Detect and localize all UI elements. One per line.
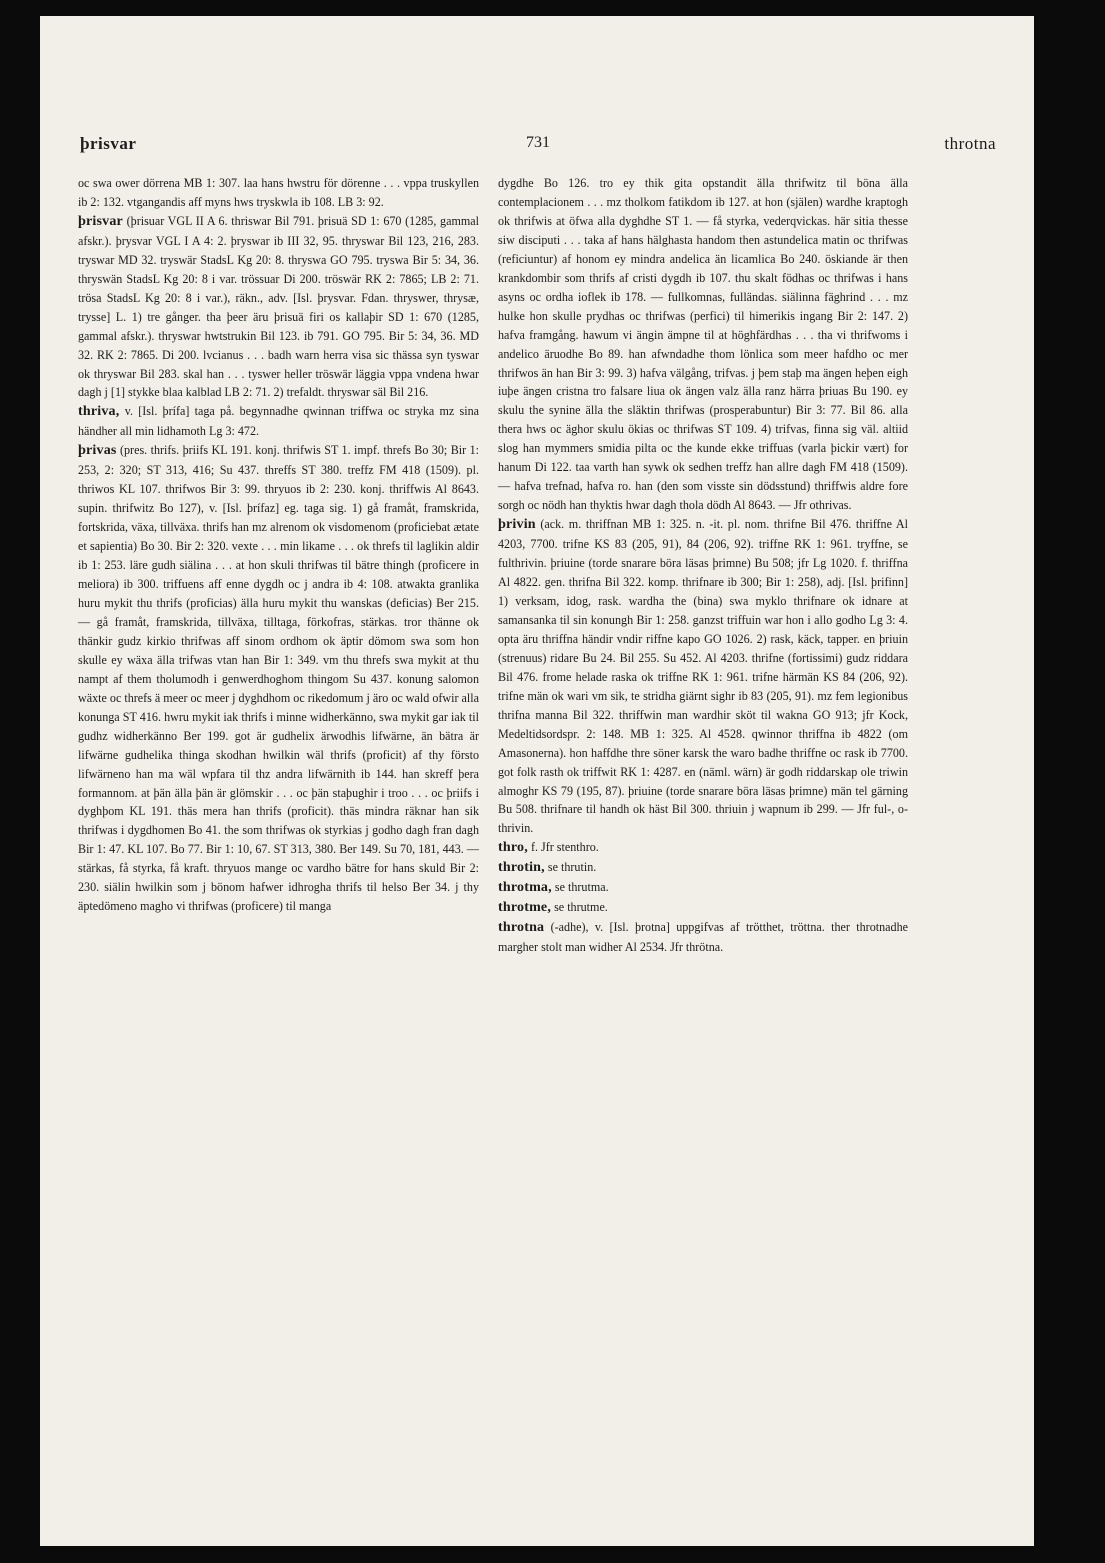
dictionary-page [40,16,1034,1546]
entry-headword: thriva, [78,404,120,420]
page-number: 731 [526,134,550,151]
entry-headword: throtme, [498,900,552,916]
running-head-left: þrisvar [80,134,137,153]
entry-body: (pres. thrifs. þriifs KL 191. konj. thrifwis ST 1. impf. threfs Bo 30; Bir 1: 253, 2: 320; ST 313, 416; Su 437. threffs ST 380. treffz FM 418 (1509). pl. thriwos KL 107. thrifwos Bir 3: 99. thryuos ib 2: 230. konj. thriffwis Al 8643. supin. thrifwitz Bo 127), v. [Isl. þrífaz] eg. taga sig. 1) gå framåt, framskrida, fortskrida, växa, tillväxa. thrifs han mz alrenom ok visdomenom (proficiebat ætate et sapientia) Bo 30. Bir 2: 320. vexte . . . min likame . . . ok threfs til laglikin aldir ib 1: 253. läre gudh siälina . . . at hon skuli thrifwas til bätre thingh (proficere in meliora) ib 300. triffuens aff enne dygdh oc j andra ib 4: 108. atwakta granlika huru mykit thu thrifs (proficias) älla huru mykit thu wanskas (deficias) Ber 215. — gå framåt, framskrida, tillväxa, tilltaga, förkofras, stärkas. tror thänne ok thänkir gudz kirkio thrifwas aff sinom ordhom ok äptir dömom swa som hon skulle ey wäxa älla trifwas vtan han Bir 1: 349. vm thu threfs swa mykit at thu nampt af them tholumodh i genwerdhoghom thingom Su 437. konung salomon wäxte oc threfs ä meer oc meer j dyghdhom oc rikedomum j äro oc wald ofwir alla konunga ST 416. hwru mykit iak thrifs i minne widherkänno, swa mykit gar iak til gudhz widherkänno Ber 199. got är gudhelix ärwodhis lifwärne, än bätra är lifwärne gudhelika thinga skodhan hwilkin wäl thrifs (proficit) af thy försto lifwärneno han ma wäl wpfara til thz andra lifwärnith ib 144. han skreff þera formannom. at þän älla þän är glömskir . . . oc þän staþughir i troo . . . oc þriifs i dyghþom KL 191. thäs mera han thrifs (proficit). thäs mindra räknar han sik thrifwas i dygdhomen Bo 41. the som thrifwas ok styrkias j godho dagh fran dagh Bir 1: 47. KL 107. Bo 77. Bir 1: 10, 67. ST 313, 380. Ber 149. Su 70, 181, 443. — stärkas, få styrka, få kraft. thryuos mange oc vardho bätre for hans skuld Bir 2: 230. siälin hwilkin som j bönom hafwer idhrogha thrifs til helso Ber 34. j thy äptedömeno magho vi thrifwas (proficere) til manga [78,443,479,914]
continued-text: oc swa ower dörrena MB 1: 307. laa hans hwstru för dörenne . . . vppa truskyllen ib 2: 132. vtgangandis aff myns hws tryskwla ib 108. LB 3: 92. [78,176,479,209]
entry-body: (-adhe), v. [Isl. þrotna] uppgifvas af trötthet, tröttna. ther throtnadhe margher stolt man widher Al 2534. Jfr thrötna. [498,920,908,955]
entry-headword: throtna [498,920,545,936]
entry-body: se thrutin. [547,860,597,875]
dictionary-entry [78,402,479,441]
entry-headword: þrivas [78,443,117,459]
dictionary-entry [498,918,908,957]
entry-body: (ack. m. thriffnan MB 1: 325. n. -it. pl. nom. thrifne Bil 476. thriffne Al 4203, 7700. trifne KS 83 (205, 91), 84 (206, 92). triffne RK 1: 961. tryffne, se fulthrivin. þriuine (torde snarare böra läsas þrimne) Bu 508; jfr Lg 1020. f. thriffna Al 4822. gen. thrifna Bil 322. komp. thrifnare ib 300; Bir 1: 258), adj. [Isl. þrifinn] 1) verksam, idog, rask. wardha the (bina) swa myklo thrifnare ok idnare at samansanka til sin konungh Bir 1: 258. ganzst triffuin war hon i allo godho Lg 3: 4. opta äru thriffna händir vndir riffne kapo GO 1026. 2) rask, käck, tapper. en þriuin (strenuus) ridare Bu 24. Bil 255. Su 452. Al 4203. thrifne (fortissimi) gudz riddara Bil 476. frome helade raska ok triffne RK 1: 961. trifne härmän KS 84 (206, 92). trifne män ok wari vm sik, te stridha giärnt sighr ib 83 (205, 91). mz fem legionibus thrifna manna Bil 322. thriffwin man wardhir sköt til wakna GO 913; jfr Kock, Medeltidsordspr. 2: 148. MB 1: 325. Al 4528. qwinnor thriffna ib 4822 (om Amasonerna). hon haffdhe thre söner karsk the waro badhe thriffne oc rask ib 7700. got folk rasth ok triffwit RK 1: 4287. en (näml. wärn) är godh riddarskap ole triwin almoghr KS 79 (195, 87). þriuine (torde snarare böra läsas þrimne) män tel gärning Bu 508. thrifnare til handh ok häst Bil 300. thriuin j wapnum ib 299. — Jfr ful-, o-thrivin. [498,517,908,836]
entry-headword: thro, [498,840,528,856]
entry-body: f. Jfr stenthro. [530,840,599,855]
entry-headword: þrivin [498,517,536,533]
entry-headword: þrisvar [78,213,123,229]
dictionary-entry [498,858,908,878]
entry-body: (þrisuar VGL II A 6. thriswar Bil 791. þrisuä SD 1: 670 (1285, gammal afskr.). þrysvar VGL I A 4: 2. þryswar ib III 32, 95. thryswar Bil 123, 216, 283. tryswar MD 32. tryswär StadsL Kg 20: 8. thryswa GO 795. tryswa Bir 5: 34, 36. thryswän StadsL Kg 20: 8 i var. trössuar Di 200. tröswär RK 2: 7865; LB 2: 71. trösa StadsL Kg 20: 8 i var.), räkn., adv. [Isl. þrysvar. Fdan. thryswer, thrysæ, trysse] L. 1) tre gånger. tha þeer äru þrisuä firi os kallaþir SD 1: 670 (1285, gammal afskr.). thryswar hwtstrukin Bil 123. ib 791. GO 795. Bir 5: 34, 36. MD 32. RK 2: 7865. Di 200. lvcianus . . . badh warn herra visa sic thässa syn tyswar ok thryswar Bil 283. skal han . . . tyswer heller tröswär läggia vppa vndena hwar dagh j [1] stykke blaa kalblad LB 2: 71. 2) trefaldt. thryswar säl Bil 216. [78,213,479,400]
right-column [498,174,908,957]
dictionary-entry [498,515,908,838]
running-head-right: throtna [944,134,996,153]
entry-headword: throtma, [498,880,552,896]
entry-body: se thrutme. [554,900,608,915]
entry-headword: throtin, [498,860,545,876]
dictionary-entry [498,898,908,918]
continued-text: dygdhe Bo 126. tro ey thik gita opstandit älla thrifwitz til böna älla contemplacionem . . . mz tholkom fatikdom ib 127. at hon (själen) wardhe kraptogh ok thrifwis at öfwa alla dyghdhe ST 1. — få styrka, vederqvickas. här sitia thesse siw disciputi . . . taka af hans hälghasta handom then astundelica matin oc thrifwas (reficiuntur) af honom ey mindra andelica än licamlica Bo 240. öskiande är then krankdombir som thrifs af cristi dygdh ib 107. thu skalt födhas oc thrifwas i hans asyns oc ordha ioflek ib 178. — fullkomnas, fulländas. siälinna fäghrind . . . mz hulke hon skulle prydhas oc thrifwas (perfici) til himerikis ingang Bir 2: 147. 2) hafva framgång. hawum vi ängin ämpne til at höghfärdhas . . . tha vi thrifwoms i andelico äruodhe Bo 89. han afwndadhe thom lönlica som meer hafdho oc mer thrifwos än han Bir 3: 99. 3) hafva välgång, trifvas. j þem staþ ma ängen heþen eigh iuþe ängen cristna tro falsare liua ok ängen valz älla ranz härra þriuas Bu 190. ey skulu the synine älla the släktin thrifwas (prosperabuntur) Bir 3: 77. Bil 86. alla thera hws oc äghor skulu ökias oc thrifwas ST 109. 4) trifvas, finna sig väl. altiid slog han mymmers smidia pilta oc the kunde ekke triffuas (varla þickir vært) for hanum Di 122. taa varth han sywk ok sedhen treffz han allre dagh FM 418 (1509). — hafva trefnad, hafva ro. han (den som visste sin dödsstund) thriffwis aldre fore sorgh oc nödh han thyktis hwar dagh thola dödh Al 8643. — Jfr othrivas. [498,176,908,513]
dictionary-entry [78,212,479,403]
page-header [80,134,996,164]
entry-body: v. [Isl. þrífa] taga på. begynnadhe qwinnan triffwa oc stryka mz sina händher all min lidhamoth Lg 3: 472. [78,404,479,439]
dictionary-entry [498,878,908,898]
left-column [78,174,479,916]
dictionary-entry [78,441,479,916]
dictionary-entry [498,838,908,858]
entry-body: se thrutma. [554,880,609,895]
